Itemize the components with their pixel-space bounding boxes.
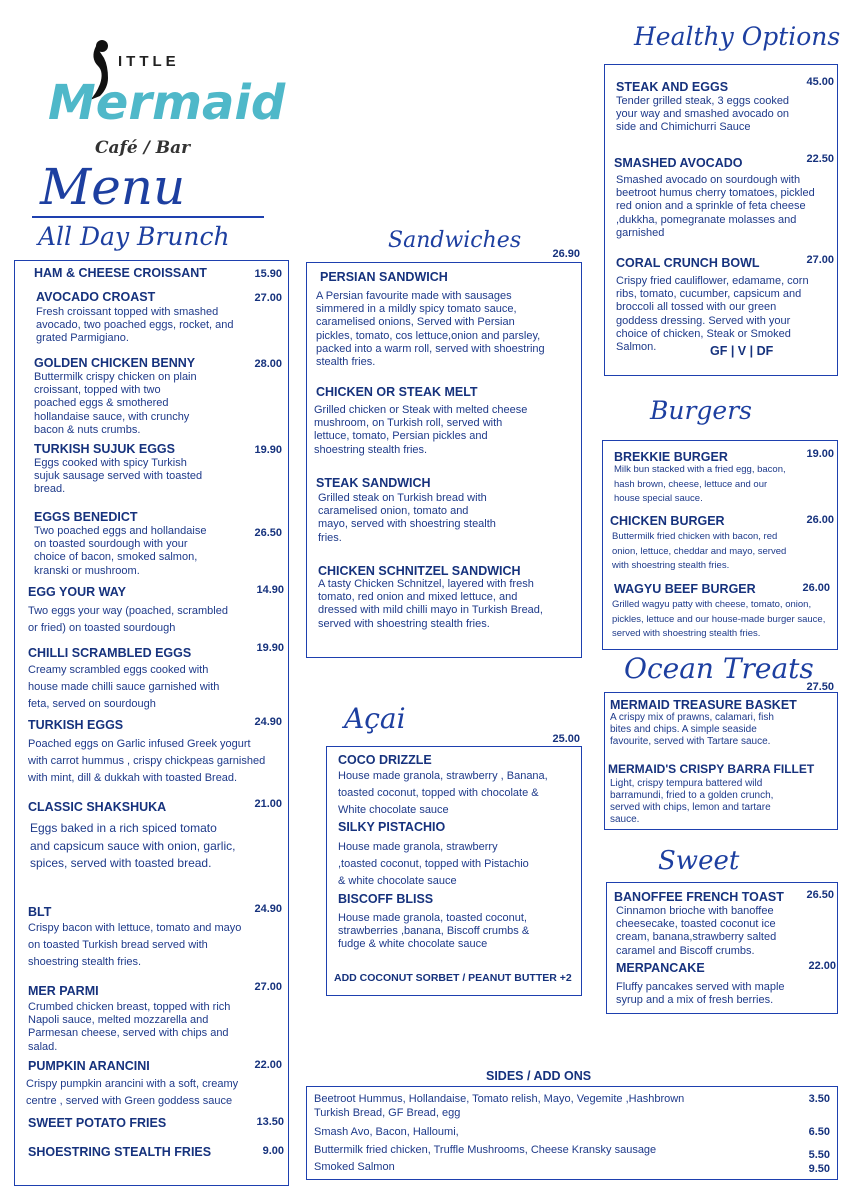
ocean-price: 27.50: [806, 681, 834, 693]
item-desc: Fluffy pancakes served with maple syrup and a mix of fresh berries.: [616, 981, 785, 1007]
item-price: 19.90: [254, 444, 282, 456]
sides-price: 9.50: [808, 1163, 830, 1175]
item-desc: Crumbed chicken breast, topped with rich Napoli sauce, melted mozzarella and Parmesan cheese, served with chips and salad.: [28, 1001, 231, 1053]
item-price: 9.00: [262, 1145, 284, 1157]
menu-title-underline: [32, 216, 264, 218]
burgers-heading: Burgers: [650, 396, 753, 425]
item-name: BANOFFEE FRENCH TOAST: [614, 890, 784, 904]
item-desc: A crispy mix of prawns, calamari, fish bites and chips. A simple seaside favourite, served with Tartare sauce.: [610, 712, 774, 747]
item-name: PERSIAN SANDWICH: [320, 270, 448, 284]
sandwiches-heading: Sandwiches: [388, 228, 522, 253]
item-name: GOLDEN CHICKEN BENNY: [34, 356, 196, 370]
item-price: 26.50: [806, 889, 834, 901]
item-desc: Light, crispy tempura battered wild barramundi, fried to a golden crunch, served with chips, lemon and tartare sauce.: [610, 778, 774, 825]
item-name: CHILLI SCRAMBLED EGGS: [28, 646, 192, 660]
item-name: SHOESTRING STEALTH FRIES: [28, 1145, 212, 1159]
item-price: 22.50: [806, 153, 834, 165]
acai-price: 25.00: [552, 733, 580, 745]
item-desc: Buttermilk fried chicken with bacon, red onion, lettuce, cheddar and mayo, served with shoestring stealth fries.: [612, 531, 787, 571]
item-desc: Creamy scrambled eggs cooked with house made chilli sauce garnished with feta, served on sourdough: [28, 664, 220, 710]
logo-mermaid: Mermaid: [48, 75, 286, 131]
sides-text: Smoked Salmon: [314, 1161, 395, 1173]
item-price: 19.90: [256, 642, 284, 654]
item-name: CLASSIC SHAKSHUKA: [28, 800, 167, 814]
sides-heading: SIDES / ADD ONS: [486, 1069, 592, 1083]
item-name: CHICKEN OR STEAK MELT: [316, 385, 478, 399]
item-price: 26.00: [806, 514, 834, 526]
item-price: 28.00: [254, 358, 282, 370]
item-name: COCO DRIZZLE: [338, 753, 432, 767]
item-name: BISCOFF BLISS: [338, 892, 434, 906]
item-name: STEAK SANDWICH: [316, 476, 431, 490]
item-price: 24.90: [254, 903, 282, 915]
item-desc: Grilled chicken or Steak with melted cheese mushroom, on Turkish roll, served with lettuce, tomato, Persian pickles and shoestring stealth fries.: [314, 404, 528, 456]
item-desc: Tender grilled steak, 3 eggs cooked your way and smashed avocado on side and Chimichurri Sauce: [616, 95, 790, 134]
item-price: 26.00: [802, 582, 830, 594]
item-price: 14.90: [256, 584, 284, 596]
item-price: 45.00: [806, 76, 834, 88]
item-desc: Smashed avocado on sourdough with beetroot humus cherry tomatoes, pickled red onion and a sprinkle of feta cheese ,dukkha, pomegranate molasses and garnished: [616, 174, 815, 239]
item-name: SWEET POTATO FRIES: [28, 1116, 167, 1130]
item-price: 22.00: [808, 960, 836, 972]
healthy-tags: GF | V | DF: [710, 344, 774, 358]
item-desc: Grilled wagyu patty with cheese, tomato, onion, pickles, lettuce and our house-made burger sauce, served with shoestring stealth fries.: [612, 599, 826, 639]
item-name: STEAK AND EGGS: [616, 80, 729, 94]
item-name: EGGS BENEDICT: [34, 510, 138, 524]
item-desc: Fresh croissant topped with smashed avocado, two poached eggs, rocket, and grated Parmigiano.: [36, 306, 234, 345]
item-name: SILKY PISTACHIO: [338, 820, 446, 834]
item-name: EGG YOUR WAY: [28, 585, 126, 599]
menu-title: Menu: [40, 158, 186, 216]
sides-text: Smash Avo, Bacon, Halloumi,: [314, 1126, 459, 1138]
healthy-heading: Healthy Options: [634, 22, 841, 51]
item-desc: House made granola, toasted coconut, strawberries ,banana, Biscoff crumbs & fudge & white chocolate sauce: [338, 912, 530, 951]
sides-price: 3.50: [808, 1093, 830, 1105]
item-name: SMASHED AVOCADO: [614, 156, 743, 170]
item-name: TURKISH EGGS: [28, 718, 124, 732]
item-name: MERMAID TREASURE BASKET: [610, 698, 797, 712]
sides-text: Turkish Bread, GF Bread, egg: [314, 1107, 461, 1119]
item-desc: House made granola, strawberry ,toasted coconut, topped with Pistachio & white chocolate sauce: [338, 841, 529, 887]
item-name: CHICKEN SCHNITZEL SANDWICH: [318, 564, 521, 578]
item-price: 27.00: [806, 254, 834, 266]
item-price: 19.00: [806, 448, 834, 460]
item-desc: Crispy pumpkin arancini with a soft, creamy centre , served with Green goddess sauce: [26, 1078, 239, 1107]
item-desc: Two eggs your way (poached, scrambled or fried) on toasted sourdough: [28, 605, 228, 634]
item-desc: Two poached eggs and hollandaise on toasted sourdough with your choice of bacon, smoked salmon, kranski or mushroom.: [34, 525, 207, 577]
item-desc: Buttermilk crispy chicken on plain croissant, topped with two poached eggs & smothered hollandaise sauce, with crunchy bacon & nuts crumbs.: [34, 371, 197, 436]
item-name: MER PARMI: [28, 984, 99, 998]
item-desc: Grilled steak on Turkish bread with caramelised onion, tomato and mayo, served with shoestring stealth fries.: [318, 492, 496, 544]
item-desc: A tasty Chicken Schnitzel, layered with fresh tomato, red onion and mixed lettuce, and dressed with mild chilli mayo in Turkish Bread, served with shoestring stealth fries.: [318, 578, 543, 630]
item-price: 21.00: [254, 798, 282, 810]
item-name: CORAL CRUNCH BOWL: [616, 256, 760, 270]
sides-text: Buttermilk fried chicken, Truffle Mushrooms, Cheese Kransky sausage: [314, 1144, 657, 1156]
item-price: 27.00: [254, 981, 282, 993]
item-price: 15.90: [254, 268, 282, 280]
item-desc: A Persian favourite made with sausages simmered in a mildly spicy tomato sauce, caramelised onions, Served with Persian pickles, tomato, cos lettuce,onion and parsley, packed into a warm roll, served with shoestring stealth fries.: [316, 290, 545, 369]
item-desc: Crispy bacon with lettuce, tomato and mayo on toasted Turkish bread served with shoestring stealth fries.: [28, 922, 242, 968]
logo-cafe-bar: Café / Bar: [95, 138, 191, 158]
item-desc: Eggs cooked with spicy Turkish sujuk sausage served with toasted bread.: [34, 457, 203, 496]
item-name: PUMPKIN ARANCINI: [28, 1059, 150, 1073]
sandwiches-price: 26.90: [552, 248, 580, 260]
item-price: 26.50: [254, 527, 282, 539]
ocean-heading: Ocean Treats: [624, 652, 814, 685]
item-name: AVOCADO CROAST: [36, 290, 156, 304]
sides-text: Beetroot Hummus, Hollandaise, Tomato relish, Mayo, Vegemite ,Hashbrown: [314, 1093, 685, 1105]
item-name: CHICKEN BURGER: [610, 514, 725, 528]
item-price: 22.00: [254, 1059, 282, 1071]
item-desc: House made granola, strawberry , Banana, toasted coconut, topped with chocolate & White chocolate sauce: [338, 770, 548, 816]
item-name: MERMAID'S CRISPY BARRA FILLET: [608, 762, 815, 776]
item-name: HAM & CHEESE CROISSANT: [34, 266, 207, 280]
item-name: BLT: [28, 905, 52, 919]
acai-heading: Açai: [344, 702, 406, 735]
item-name: WAGYU BEEF BURGER: [614, 582, 756, 596]
item-name: MERPANCAKE: [616, 961, 705, 975]
item-desc: Cinnamon brioche with banoffee cheesecake, toasted coconut ice cream, banana,strawberry salted caramel and Biscoff crumbs.: [616, 905, 777, 957]
sides-price: 6.50: [808, 1126, 830, 1138]
brunch-heading: All Day Brunch: [38, 222, 230, 251]
item-desc: Eggs baked in a rich spiced tomato and capsicum sauce with onion, garlic, spices, served with toasted bread.: [30, 821, 236, 870]
acai-addon: ADD COCONUT SORBET / PEANUT BUTTER +2: [334, 972, 572, 984]
sweet-heading: Sweet: [658, 846, 740, 876]
item-name: TURKISH SUJUK EGGS: [34, 442, 175, 456]
sides-price: 5.50: [808, 1149, 830, 1161]
item-desc: Poached eggs on Garlic infused Greek yogurt with carrot hummus , crispy chickpeas garnished with mint, dill & dukkah with toasted Bread.: [28, 738, 266, 784]
item-price: 27.00: [254, 292, 282, 304]
item-price: 13.50: [256, 1116, 284, 1128]
item-name: BREKKIE BURGER: [614, 450, 728, 464]
item-desc: Crispy fried cauliflower, edamame, corn ribs, tomato, cucumber, capsicum and broccoli all tossed with our green goddess dressing. Served with your choice of chicken, Steak or Smoked Salmon.: [616, 275, 809, 354]
item-price: 24.90: [254, 716, 282, 728]
item-desc: Milk bun stacked with a fried egg, bacon, hash brown, cheese, lettuce and our house special sauce.: [614, 464, 786, 504]
logo-ittle: ITTLE: [118, 53, 180, 70]
